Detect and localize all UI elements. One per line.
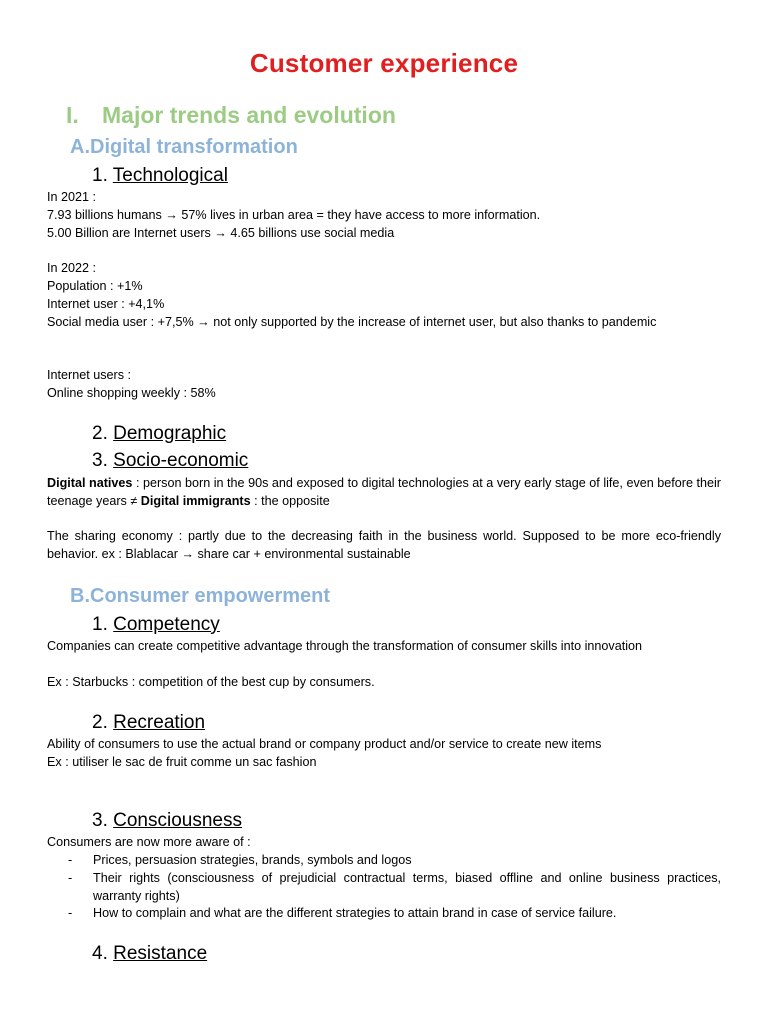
term-digital-immigrants: Digital immigrants: [140, 493, 251, 508]
list-item-text: Their rights (consciousness of prejudicial contractual terms, biased offline and online business practices, warranty rights): [93, 871, 721, 903]
text-internet-users-label: Internet users :: [47, 368, 131, 382]
subsection-heading-consumer-empowerment: [70, 585, 330, 608]
heading-consciousness: [92, 810, 242, 832]
text-internet-users-stat: 5.00 Billion are Internet users → 4.65 billions use social media: [47, 226, 395, 240]
heading-number: 2.: [92, 423, 108, 444]
bullet-dash: -: [68, 853, 73, 867]
text-humans-stat: 7.93 billions humans → 57% lives in urban area = they have access to more information.: [47, 208, 541, 222]
heading-number: 1.: [92, 614, 108, 635]
subsection-label: Digital transformation: [90, 136, 298, 158]
heading-label: Technological: [112, 165, 228, 186]
document-title: Customer experience: [249, 48, 519, 78]
subsection-heading-digital-transformation: [70, 136, 298, 159]
list-item: [68, 852, 721, 870]
heading-resistance: [92, 943, 207, 965]
heading-recreation: [92, 712, 205, 734]
heading-number: 3.: [92, 810, 108, 831]
bullet-dash: -: [68, 871, 73, 885]
text-in-2022: In 2022 :: [47, 261, 97, 275]
text-recreation-example: Ex : utiliser le sac de fruit comme un sac fashion: [47, 755, 317, 769]
list-item-text: How to complain and what are the different strategies to attain brand in case of service failure.: [93, 906, 617, 920]
heading-number: 1.: [92, 165, 108, 186]
def-digital-natives: : person born in the 90s and exposed to digital technologies at a very early stage of life, even before their teenage years ≠: [47, 476, 722, 508]
text-consciousness-intro: Consumers are now more aware of :: [47, 835, 251, 849]
heading-number: 4.: [92, 943, 108, 964]
text-digital-natives: [47, 475, 721, 510]
subsection-letter: A.: [70, 136, 90, 158]
text-internet-user-growth: Internet user : +4,1%: [47, 297, 165, 311]
heading-label: Resistance: [113, 943, 208, 964]
heading-competency: [92, 614, 220, 636]
subsection-label: Consumer empowerment: [90, 585, 331, 607]
section-heading-major-trends: [66, 102, 396, 129]
heading-socio-economic: [92, 450, 248, 472]
bullet-dash: -: [68, 906, 73, 920]
heading-technological: [92, 165, 228, 187]
term-digital-natives: Digital natives: [47, 476, 133, 490]
section-number: I.: [66, 102, 79, 128]
subsection-letter: B.: [70, 585, 90, 607]
heading-label: Consciousness: [113, 810, 242, 831]
text-competency: Companies can create competitive advantage through the transformation of consumer skills into innovation: [47, 639, 643, 653]
heading-demographic: [92, 423, 226, 445]
list-item: [68, 905, 721, 923]
list-item-text: Prices, persuasion strategies, brands, symbols and logos: [93, 853, 412, 867]
text-sharing-economy: The sharing economy : partly due to the decreasing faith in the business world. Supposed to be more eco-friendly behavior. ex : Blablacar → share car + environmental sustainable: [47, 529, 721, 561]
text-starbucks-example: Ex : Starbucks : competition of the best cup by consumers.: [47, 675, 375, 689]
text-online-shopping: Online shopping weekly : 58%: [47, 386, 216, 400]
text-social-media-growth: Social media user : +7,5% → not only supported by the increase of internet user, but also thanks to pandemic: [47, 315, 657, 329]
section-label: Major trends and evolution: [102, 102, 396, 128]
text-recreation: Ability of consumers to use the actual brand or company product and/or service to create new items: [47, 737, 602, 751]
heading-number: 3.: [92, 450, 108, 471]
heading-label: Demographic: [113, 423, 227, 444]
text-in-2021: In 2021 :: [47, 190, 97, 204]
heading-number: 2.: [92, 712, 108, 733]
heading-label: Socio-economic: [113, 450, 249, 471]
def-digital-immigrants: : the opposite: [250, 493, 330, 508]
heading-label: Recreation: [113, 712, 206, 733]
text-population: Population : +1%: [47, 279, 143, 293]
list-item: [68, 870, 721, 905]
heading-label: Competency: [113, 614, 220, 635]
